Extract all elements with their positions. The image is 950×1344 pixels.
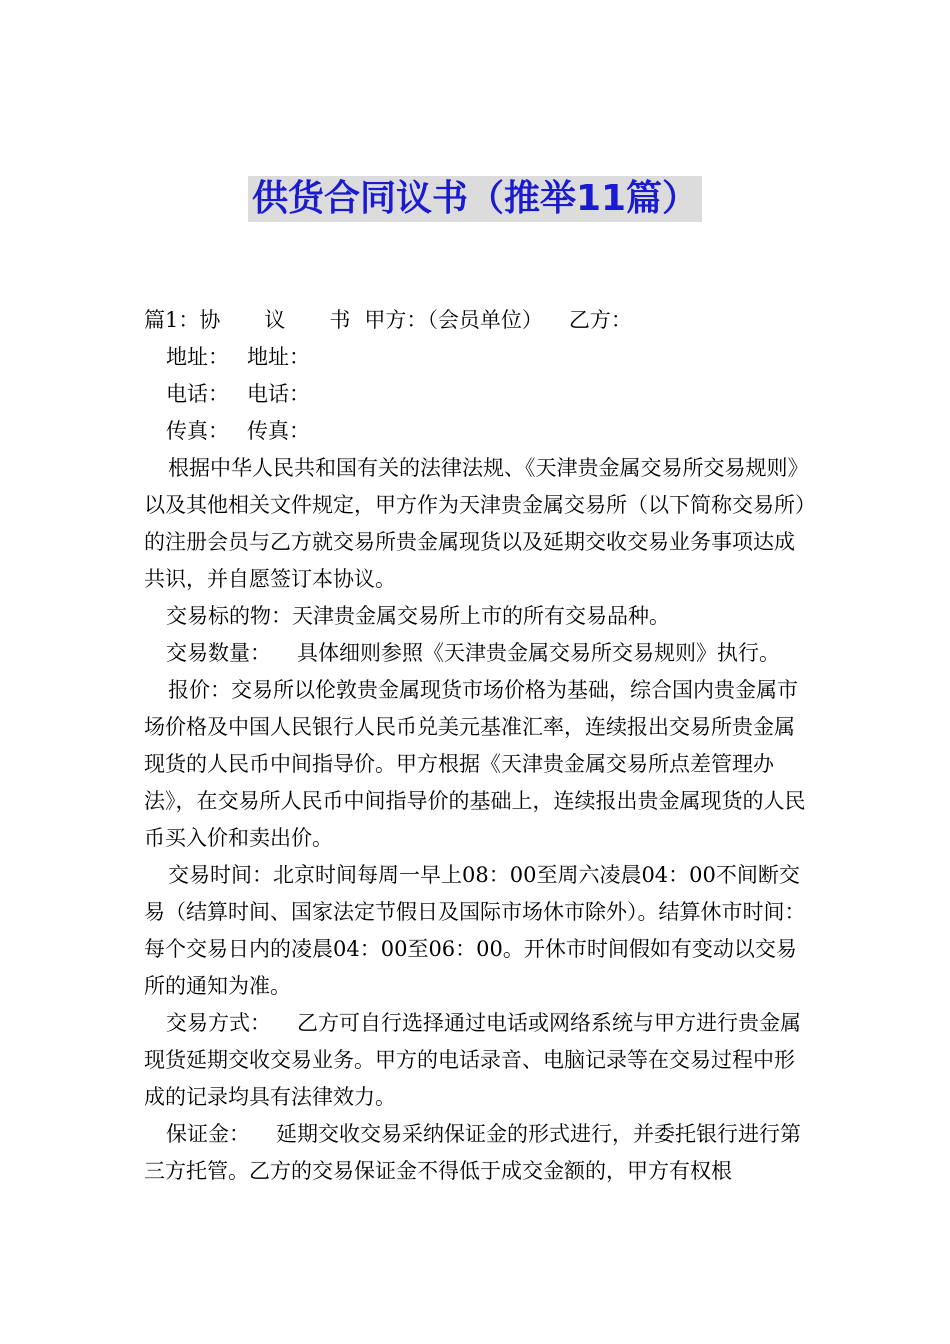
party-b-label: 乙方： xyxy=(568,308,632,332)
address-line xyxy=(144,339,808,376)
header-char-2: 议 xyxy=(264,308,286,332)
fax-line xyxy=(144,413,808,450)
paragraph-margin xyxy=(144,1116,808,1190)
header-prefix: 篇1：协 xyxy=(144,308,221,332)
phone-line xyxy=(144,376,808,413)
paragraph-quantity xyxy=(144,635,808,672)
margin-label: 保证金： xyxy=(166,1122,250,1146)
quantity-text: 具体细则参照《天津贵金属交易所交易规则》执行。 xyxy=(297,641,780,665)
document-title: 供货合同议书（推举11篇） xyxy=(248,176,702,222)
method-text: 乙方可自行选择通过电话或网络系统与甲方进行贵金属现货延期交收交易业务。甲方的电话录音、电脑记录等在交易过程中形成的记录均具有法律效力。 xyxy=(144,1011,801,1109)
fax-b: 传真： xyxy=(247,419,310,443)
address-b: 地址： xyxy=(247,345,310,369)
title-container xyxy=(0,176,950,222)
paragraph-trading-hours: 交易时间：北京时间每周一早上08：00至周六凌晨04：00不间断交易（结算时间、国家法定节假日及国际市场休市除外）。结算休市时间：每个交易日内的凌晨04：00至06：00。开休市时间假如有变动以交易所的通知为准。 xyxy=(144,863,806,998)
paragraph-trading-method xyxy=(144,1005,808,1116)
phone-a: 电话： xyxy=(166,382,229,406)
fax-a: 传真： xyxy=(166,419,229,443)
margin-text: 延期交收交易采纳保证金的形式进行，并委托银行进行第三方托管。乙方的交易保证金不得低于成交金额的，甲方有权根 xyxy=(144,1122,801,1183)
header-char-3: 书 xyxy=(329,308,351,332)
quantity-label: 交易数量： xyxy=(166,641,271,665)
paragraph-quotation: 报价：交易所以伦敦贵金属现货市场价格为基础，综合国内贵金属市场价格及中国人民银行人民币兑美元基准汇率，连续报出交易所贵金属现货的人民币中间指导价。甲方根据《天津贵金属交易所点差管理办法》，在交易所人民币中间指导价的基础上，连续报出贵金属现货的人民币买入价和卖出价。 xyxy=(144,678,806,850)
method-label: 交易方式： xyxy=(166,1011,271,1035)
paragraph-subject-matter: 交易标的物：天津贵金属交易所上市的所有交易品种。 xyxy=(166,604,670,628)
header-line xyxy=(144,302,808,339)
document-body xyxy=(144,302,808,1190)
paragraph-legal-basis: 根据中华人民共和国有关的法律法规、《天津贵金属交易所交易规则》以及其他相关文件规定，甲方作为天津贵金属交易所（以下简称交易所）的注册会员与乙方就交易所贵金属现货以及延期交收交易业务事项达成共识，并自愿签订本协议。 xyxy=(144,456,806,591)
phone-b: 电话： xyxy=(247,382,310,406)
party-a-label: 甲方：（会员单位） xyxy=(364,308,543,332)
address-a: 地址： xyxy=(166,345,229,369)
